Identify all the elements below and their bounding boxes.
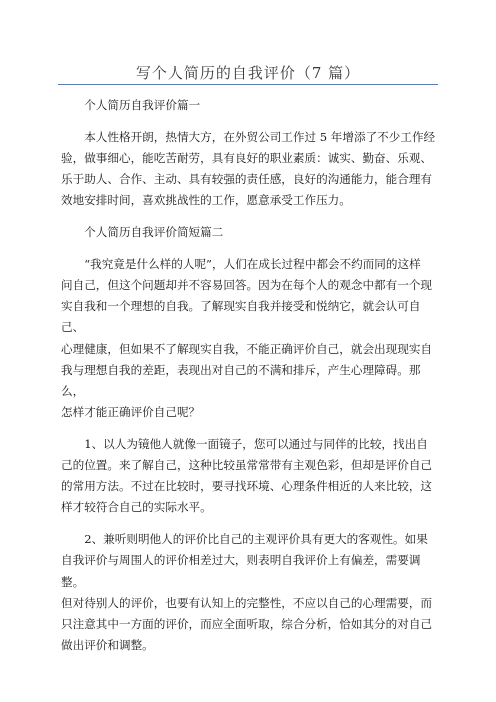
section-heading-1: 个人简历自我评价篇一 xyxy=(84,98,201,112)
document-body xyxy=(61,95,441,667)
section-heading-2: 个人简历自我评价简短篇二 xyxy=(84,225,224,240)
paragraph-1: 本人性格开朗，热情大方，在外贸公司工作过 5 年增添了不少工作经 验，做事细心，能吃苦耐劳，具有良好的职业素质：诚实、勤奋、乐观、 乐于助人、合作、主动、具有较强的责任感，良好的沟通能力，能合理有 效地安排时间，喜欢挑战性的工作，愿意承受工作压力。 xyxy=(61,129,436,208)
document-title: 写个人简历的自我评价（7 篇） xyxy=(135,64,361,82)
paragraph-3: 1、以人为镜他人就像一面镜子，您可以通过与同伴的比较，找出自 己的位置。来了解自己，这种比较虽常常带有主观色彩，但却是评价自己 的常用方法。不过在比较时，要寻找环境、心理条件相近的人来比较，这 样才较符合自己的实际水平。 xyxy=(61,436,433,515)
title-underline xyxy=(58,84,438,85)
paragraph-2: “我究竟是什么样的人呢”，人们在成长过程中都会不约而同的这样 问自己，但这个问题却并不容易回答。因为在每个人的观念中都有一个现 实自我和一个理想的自我。了解现实自我并接受和悦纳它，就会认可自己、 心理健康，但如果不了解现实自我，不能正确评价自己，就会出现现实自 我与理想自我的差距，表现出对自己的不满和排斥，产生心理障碍。那么， 怎样才能正确评价自己呢？ xyxy=(61,256,433,420)
paragraph-4: 2、兼听则明他人的评价比自己的主观评价具有更大的客观性。如果 自我评价与周围人的评价相差过大，则表明自我评价上有偏差，需要调整。 但对待别人的评价，也要有认知上的完整性，不应以自己的心理需要，而 只注意其中一方面的评价，而应全面听取，综合分析，恰如其分的对自己 做出评价和调整。 xyxy=(61,532,433,653)
